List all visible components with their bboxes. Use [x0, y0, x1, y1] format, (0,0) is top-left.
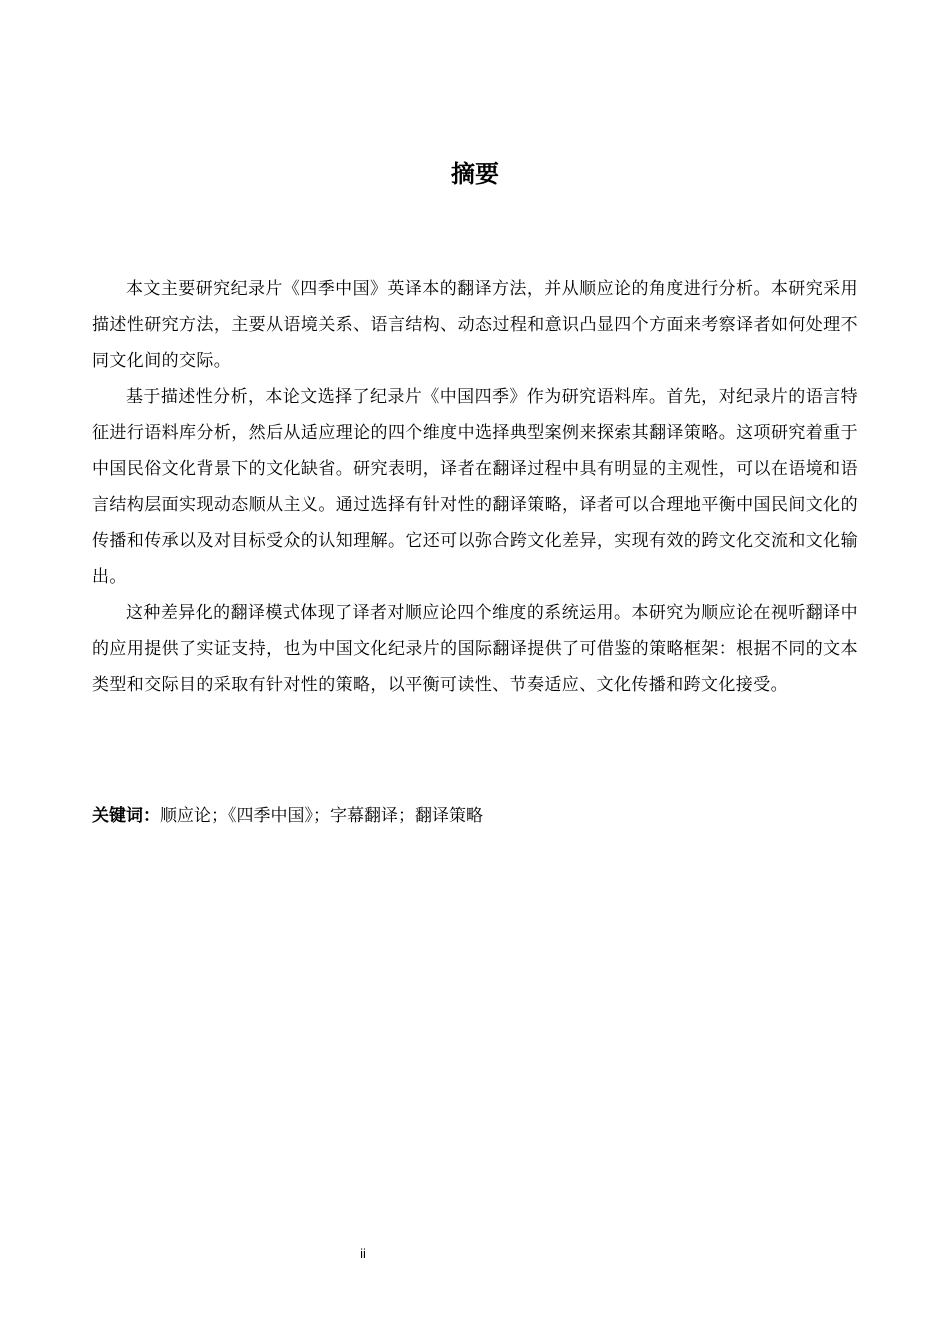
abstract-paragraph-3: 这种差异化的翻译模式体现了译者对顺应论四个维度的系统运用。本研究为顺应论在视听翻译中的应用提供了实证支持，也为中国文化纪录片的国际翻译提供了可借鉴的策略框架：根据不同的文本类型和交际目的采取有针对性的策略，以平衡可读性、节奏适应、文化传播和跨文化接受。 [92, 603, 858, 695]
page-number: ii [360, 1246, 366, 1261]
abstract-body [92, 271, 858, 703]
keywords-text: 顺应论；《四季中国》；字幕翻译；翻译策略 [160, 806, 483, 826]
abstract-paragraph-1: 本文主要研究纪录片《四季中国》英译本的翻译方法，并从顺应论的角度进行分析。本研究采用描述性研究方法，主要从语境关系、语言结构、动态过程和意识凸显四个方面来考察译者如何处理不同文化间的交际。 [92, 279, 858, 371]
keywords-label: 关键词： [92, 806, 160, 826]
keywords-line [92, 798, 858, 834]
abstract-title: 摘要 [451, 160, 499, 188]
abstract-paragraph-2: 基于描述性分析，本论文选择了纪录片《中国四季》作为研究语料库。首先，对纪录片的语言特征进行语料库分析，然后从适应理论的四个维度中选择典型案例来探索其翻译策略。这项研究着重于中国民俗文化背景下的文化缺省。研究表明，译者在翻译过程中具有明显的主观性，可以在语境和语言结构层面实现动态顺从主义。通过选择有针对性的翻译策略，译者可以合理地平衡中国民间文化的传播和传承以及对目标受众的认知理解。它还可以弥合跨文化差异，实现有效的跨文化交流和文化输出。 [92, 387, 858, 587]
